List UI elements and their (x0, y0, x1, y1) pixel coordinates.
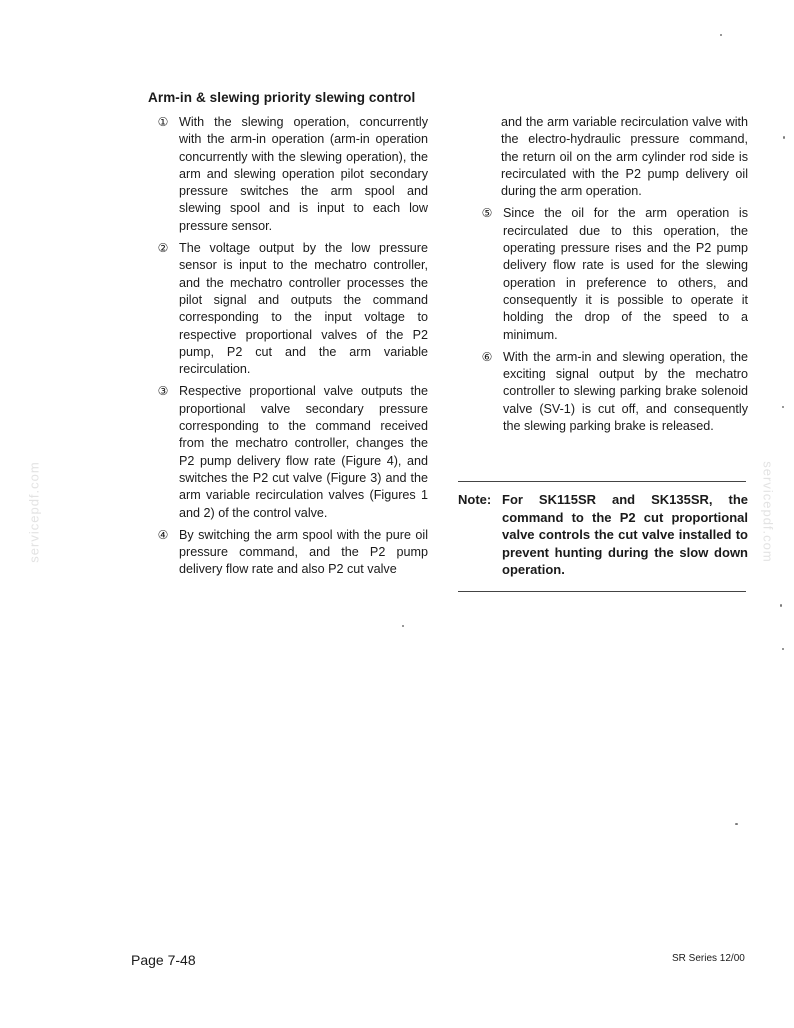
item-text: The voltage output by the low pressure sensor is input to the mechatro controller, and the mechatro controller processes the pilot signal and outputs the command corresponding to the input voltage to respective proportional valves of the P2 pump, P2 cut and the arm variable recirculation. (179, 241, 428, 377)
list-item-3 (152, 383, 428, 521)
page-number: Page 7-48 (131, 952, 196, 968)
watermark-left: servicepdf.com (26, 461, 42, 563)
note-bottom-divider (458, 591, 746, 592)
item-number: ④ (157, 527, 169, 542)
item-text: and the arm variable recirculation valve with the electro-hydraulic pressure command, the return oil on the arm cylinder rod side is recirculated with the P2 pump delivery oil during the arm operation. (501, 115, 748, 199)
item-number: ① (157, 115, 169, 129)
note-label: Note: (458, 492, 492, 507)
item-number: ③ (157, 384, 169, 399)
list-item-1 (152, 114, 428, 235)
scan-speck (782, 406, 784, 408)
list-item-5 (476, 205, 748, 343)
item-text: Respective proportional valve outputs the proportional valve secondary pressure corresponding to the command received from the mechatro controller, changes the P2 pump delivery flow rate (Figure 4), and switches the P2 cut valve (Figure 3) and the arm variable recirculation valves (Figures 1 and 2) of the control valve. (179, 384, 428, 520)
note-block (458, 491, 748, 579)
item-number: ⑥ (481, 349, 493, 364)
right-column (476, 114, 748, 440)
list-item-2 (152, 240, 428, 378)
list-item-4 (152, 527, 428, 579)
scan-speck (782, 648, 784, 650)
item-number: ② (157, 241, 169, 256)
item-text: With the arm-in and slewing operation, the exciting signal output by the mechatro controller to slewing parking brake solenoid valve (SV-1) is cut off, and consequently the slewing parking brake is released. (503, 349, 748, 434)
note-text: For SK115SR and SK135SR, the command to the P2 cut proportional valve controls the cut valve installed to prevent hunting during the slow down operation. (502, 492, 748, 578)
scan-speck (735, 823, 738, 825)
item-text: By switching the arm spool with the pure oil pressure command, and the P2 pump delivery flow rate and also P2 cut valve (179, 527, 428, 577)
section-heading: Arm-in & slewing priority slewing control (148, 90, 416, 105)
note-top-divider (458, 481, 746, 482)
watermark-right: servicepdf.com (760, 461, 776, 563)
series-label: SR Series 12/00 (672, 953, 745, 964)
item-text: With the slewing operation, concurrently with the arm-in operation (arm-in operation concurrently with the slewing operation), the arm and slewing operation pilot secondary pressure switches the arm spool and slewing spool and is input to each low pressure sensor. (179, 115, 428, 233)
scan-speck (402, 625, 404, 627)
scan-speck (720, 34, 722, 36)
scan-speck (783, 136, 785, 139)
item-text: Since the oil for the arm operation is recirculated due to this operation, the operating pressure rises and the P2 pump delivery flow rate is used for the slewing operation in preference to others, and consequently it is possible to operate it holding the drop of the speed to a minimum. (503, 206, 748, 342)
scan-speck (780, 604, 782, 607)
list-item-6 (476, 349, 748, 435)
left-column (152, 114, 428, 584)
item-number: ⑤ (481, 206, 493, 221)
list-item-4-continued (476, 114, 748, 200)
